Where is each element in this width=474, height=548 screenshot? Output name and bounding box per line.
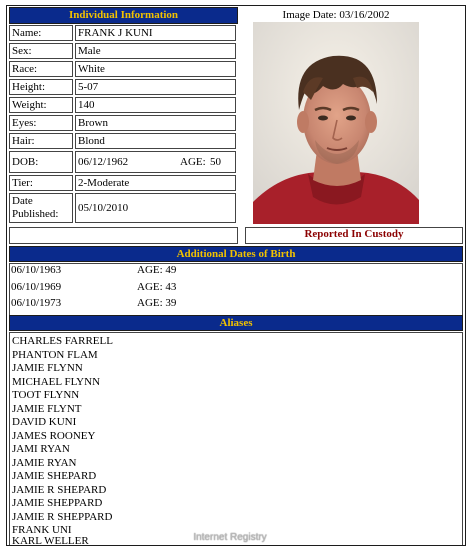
alias-item: CHARLES FARRELL (12, 335, 113, 347)
alias-item: JAMIE R SHEPARD (12, 483, 107, 496)
offender-photo (253, 22, 419, 224)
sex-value: Male (75, 43, 236, 59)
dob-value (75, 151, 236, 173)
race-label: Race: (9, 61, 73, 77)
alias-item: JAMIE SHEPARD (12, 470, 97, 482)
additional-dob-age-value: 43 (165, 281, 177, 293)
additional-dob-header: Additional Dates of Birth (9, 246, 463, 262)
alias-item: PHANTON FLAM (12, 348, 98, 361)
hair-label: Hair: (9, 133, 73, 149)
date-published-label-line1: Date (12, 195, 33, 207)
eyes-label: Eyes: (9, 115, 73, 131)
additional-dob-row (11, 281, 61, 293)
portrait-image (253, 22, 419, 224)
source-watermark: Internet Registry (193, 532, 267, 543)
additional-dob-date: 06/10/1973 (11, 297, 62, 309)
weight-label: Weight: (9, 97, 73, 113)
aliases-header: Aliases (9, 315, 463, 331)
tier-label: Tier: (9, 175, 73, 191)
additional-dob-row (11, 297, 61, 309)
alias-item: JAMIE FLYNT (12, 402, 82, 415)
additional-dob-date: 06/10/1963 (11, 264, 62, 276)
tier-value: 2-Moderate (75, 175, 236, 191)
additional-dob-box (9, 263, 463, 316)
alias-item: JAMIE SHEPPARD (12, 497, 103, 509)
dob-age-label: AGE: (180, 156, 206, 168)
offender-record-panel (6, 5, 466, 546)
spacer-box (9, 227, 238, 244)
individual-information-header: Individual Information (9, 7, 238, 24)
alias-item: TOOT FLYNN (12, 389, 80, 401)
date-published-value: 05/10/2010 (75, 193, 236, 223)
hair-value: Blond (75, 133, 236, 149)
sex-label: Sex: (9, 43, 73, 59)
alias-item: DAVID KUNI (12, 416, 77, 428)
height-label: Height: (9, 79, 73, 95)
additional-dob-age-label: AGE: (137, 281, 163, 293)
alias-item: JAMES ROONEY (12, 429, 96, 442)
additional-dob-age-value: 49 (165, 264, 177, 276)
date-published-label-line2: Published: (12, 208, 59, 220)
additional-dob-age (137, 281, 176, 293)
dob-label: DOB: (9, 151, 73, 173)
name-value: FRANK J KUNI (75, 25, 236, 41)
race-value: White (75, 61, 236, 77)
additional-dob-row (11, 264, 61, 276)
eyes-value: Brown (75, 115, 236, 131)
additional-dob-date: 06/10/1969 (11, 281, 62, 293)
alias-item: JAMIE FLYNN (12, 362, 83, 374)
additional-dob-age (137, 264, 176, 276)
alias-item: MICHAEL FLYNN (12, 375, 101, 388)
alias-item: JAMIE R SHEPPARD (12, 510, 113, 523)
aliases-list (9, 332, 463, 546)
image-date-value: 03/16/2002 (339, 9, 390, 21)
weight-value: 140 (75, 97, 236, 113)
dob-date: 06/12/1962 (78, 156, 129, 168)
date-published-label (9, 193, 73, 223)
additional-dob-age-label: AGE: (137, 297, 163, 309)
dob-age-value: 50 (210, 156, 221, 168)
alias-item: FRANK UNI (12, 524, 72, 536)
additional-dob-age-value: 39 (165, 297, 177, 309)
custody-status-text: Reported In Custody (304, 228, 404, 240)
alias-item: JAMIE RYAN (12, 456, 77, 469)
additional-dob-age (137, 297, 176, 309)
alias-item: JAMI RYAN (12, 443, 70, 455)
image-date-label: Image Date: (282, 9, 337, 21)
alias-item: KARL WELLER (12, 535, 89, 546)
name-label: Name: (9, 25, 73, 41)
height-value: 5-07 (75, 79, 236, 95)
image-date (253, 9, 419, 21)
additional-dob-age-label: AGE: (137, 264, 163, 276)
